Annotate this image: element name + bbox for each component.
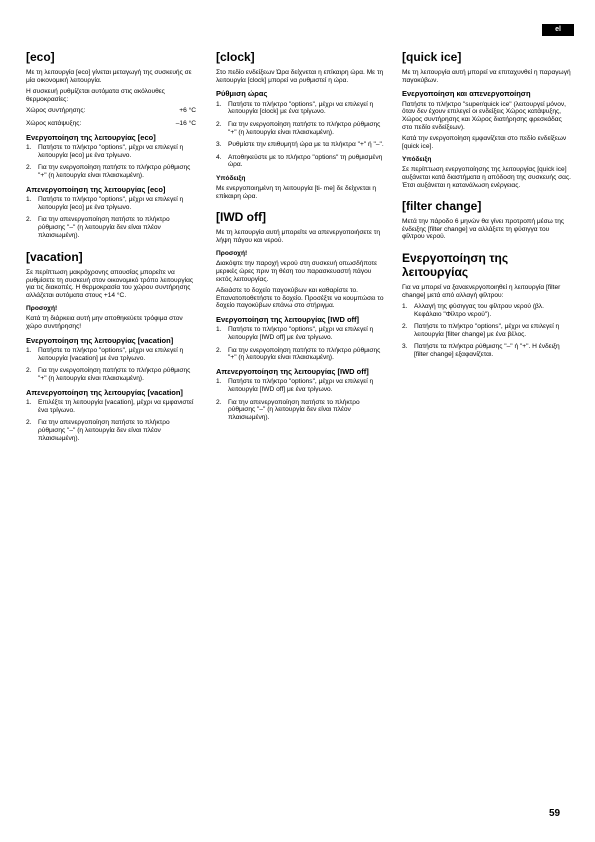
step-text: Πατήστε το πλήκτρο "options", μέχρι να επιλεγεί η λειτουργία [IWD off] με ένα τρίγωνο. (228, 378, 374, 394)
enable-intro: Για να μπορεί να ξαναενεργοποιηθεί η λειτουργία [filter change] μετά από αλλαγή φίλτρου: (402, 283, 561, 299)
eco-heading: [eco] (26, 50, 55, 64)
step-text: Αλλαγή της φύσιγγας του φίλτρου νερού (βλ. Κεφάλαιο "Φίλτρο νερού"). (414, 303, 544, 318)
step-text: Για την ενεργοποίηση πατήστε το πλήκτρο ρύθμισης "+" (η λειτουργία είναι πλαισιωμένη). (228, 120, 381, 136)
temp-value: –16 °C (175, 119, 196, 127)
iwd-on-steps (216, 326, 386, 361)
iwd-intro: Με τη λειτουργία αυτή μπορείτε να απενεργοποιήσετε τη λήψη πάγου και νερού. (216, 229, 380, 244)
step-item: 2. Για την απενεργοποίηση πατήστε το πλήκτρο ρύθμισης "–" (η λειτουργία δεν είναι πλέον πλαισιωμένη). (216, 398, 360, 421)
step-item: 2. Για την ενεργοποίηση πατήστε το πλήκτρο ρύθμισης "+" (η λειτουργία είναι πλαισιωμένη). (26, 164, 191, 179)
temp-row-fridge (26, 107, 196, 115)
step-text: Πατήστε το πλήκτρο "options", μέχρι να επιλεγεί η λειτουργία [IWD off] με ένα τρίγωνο. (228, 326, 374, 342)
language-tab: el (542, 24, 574, 36)
quickice-note-text: Σε περίπτωση ενεργοποίησης της λειτουργίας [quick ice] αυξάνεται κατά διαστήματα η απόδοση της συσκευής σας. Έτσι αυξάνεται η κατανάλωση ενέργειας. (402, 166, 571, 189)
step-item: 2. Για την ενεργοποίηση πατήστε το πλήκτρο ρύθμισης "+" (η λειτουργία είναι πλαισιωμένη). (26, 367, 191, 383)
step-item: 1. Πατήστε το πλήκτρο "options", μέχρι να επιλεγεί η λειτουργία [eco] με ένα τρίγωνο. (26, 196, 184, 211)
step-text: Για την απενεργοποίηση πατήστε το πλήκτρο ρύθμισης "–" (η λειτουργία δεν είναι πλέον πλαισιωμένη). (228, 398, 360, 421)
iwd-heading: [IWD off] (216, 210, 266, 225)
iwd-caution-heading: Προσοχή! (216, 250, 248, 258)
step-item: 1. Πατήστε το πλήκτρο "options", μέχρι να επιλεγεί η λειτουργία [eco] με ένα τρίγωνο. (26, 144, 184, 159)
step-text: Πατήστε τα πλήκτρα ρύθμισης "–" ή "+". Η ένδειξη [filter change] εξαφανίζεται. (414, 343, 560, 359)
step-text: Για την απενεργοποίηση πατήστε το πλήκτρο ρύθμισης "–" (η λειτουργία δεν είναι πλέον πλαισιωμένη). (38, 419, 170, 442)
eco-off-heading: Απενεργοποίηση της λειτουργίας [eco] (26, 184, 166, 194)
column-2 (216, 50, 386, 426)
step-text: Για την ενεργοποίηση πατήστε το πλήκτρο ρύθμισης "+" (η λειτουργία είναι πλαισιωμένη). (228, 346, 381, 362)
step-text: Πατήστε το πλήκτρο "options", μέχρι να επιλεγεί η λειτουργία [vacation] με ένα τρίγωνο. (38, 347, 184, 362)
step-item: 1. Πατήστε το πλήκτρο "options", μέχρι να επιλεγεί η λειτουργία [vacation] με ένα τρίγωνο. (26, 347, 184, 362)
step-item: 2. Για την απενεργοποίηση πατήστε το πλήκτρο ρύθμισης "–" (η λειτουργία δεν είναι πλέον πλαισιωμένη). (26, 216, 170, 239)
step-text: Πατήστε το πλήκτρο "options", μέχρι να επιλεγεί η λειτουργία [eco] με ένα τρίγωνο. (38, 196, 184, 211)
temp-row-freezer (26, 120, 196, 128)
step-item: 2. Για την ενεργοποίηση πατήστε το πλήκτρο ρύθμισης "+" (η λειτουργία είναι πλαισιωμένη). (216, 346, 381, 362)
step-text: Πατήστε το πλήκτρο "options", μέχρι να επιλεγεί η λειτουργία [filter change] με ένα βέλος. (414, 323, 560, 338)
quickice-intro: Με τη λειτουργία αυτή μπορεί να επιταχυνθεί η παραγωγή παγοκύβων. (402, 69, 571, 84)
step-text: Για την ενεργοποίηση πατήστε το πλήκτρο ρύθμισης "+" (η λειτουργία είναι πλαισιωμένη). (38, 367, 191, 383)
vacation-on-heading: Ενεργοποίηση της λειτουργίας [vacation] (26, 335, 174, 345)
eco-off-steps (26, 196, 196, 239)
page-number: 59 (549, 808, 561, 819)
step-item: 1. Πατήστε το πλήκτρο "options", μέχρι να επιλεγεί η λειτουργία [IWD off] με ένα τρίγωνο. (216, 326, 374, 342)
vacation-off-heading: Απενεργοποίηση της λειτουργίας [vacation] (26, 387, 183, 397)
quickice-display-text: Κατά την ενεργοποίηση εμφανίζεται στο πεδίο ενδείξεων [quick ice]. (402, 135, 567, 150)
step-item: 2. Για την ενεργοποίηση πατήστε το πλήκτρο ρύθμισης "+" (η λειτουργία είναι πλαισιωμένη). (216, 120, 381, 136)
column-3 (402, 50, 572, 364)
vacation-heading: [vacation] (26, 250, 83, 265)
eco-temps-intro: Η συσκευή ρυθμίζεται αυτόματα στις ακόλουθες θερμοκρασίες: (26, 88, 165, 103)
step-text: Για την ενεργοποίηση πατήστε το πλήκτρο ρύθμισης "+" (η λειτουργία είναι πλαισιωμένη). (38, 164, 191, 179)
clock-note-heading: Υπόδειξη (216, 174, 246, 182)
vacation-caution-text: Κατά τη διάρκεια αυτή μην αποθηκεύετε τρόφιμα στον χώρο συντήρησης! (26, 315, 183, 331)
vacation-intro: Σε περίπτωση μακρόχρονης απουσίας μπορείτε να ρυθμίσετε τη συσκευή στον οικονομικό τρόπο λειτουργίας για τις διακοπές. Η θερμοκρασία του χώρου συντήρησης αλλάζεται αυτόματα στους +14 °C. (26, 269, 194, 299)
vacation-caution-heading: Προσοχή! (26, 305, 58, 313)
enable-heading: Ενεργοποίηση της λειτουργίας (402, 250, 509, 279)
eco-intro: Με τη λειτουργία [eco] γίνεται μεταγωγή της συσκευής σε μία οικονομική λειτουργία. (26, 69, 192, 84)
clock-intro: Στο πεδίο ενδείξεων Ώρα δείχνεται η επίκαιρη ώρα. Με τη λειτουργία [clock] μπορεί να ρυθμιστεί η ώρα. (216, 69, 384, 84)
quickice-heading: [quick ice] (402, 50, 462, 64)
clock-steps (216, 101, 386, 169)
step-text: Ρυθμίστε την επιθυμητή ώρα με τα πλήκτρα "+" ή "–". (228, 141, 384, 149)
step-item: 2. Για την απενεργοποίηση πατήστε το πλήκτρο ρύθμισης "–" (η λειτουργία δεν είναι πλέον πλαισιωμένη). (26, 419, 170, 442)
step-item: 2. Πατήστε το πλήκτρο "options", μέχρι να επιλεγεί η λειτουργία [filter change] με ένα βέλος. (402, 323, 560, 338)
step-item: 1. Πατήστε το πλήκτρο "options", μέχρι να επιλεγεί η λειτουργία [clock] με ένα τρίγωνο. (216, 100, 374, 116)
step-text: Για την απενεργοποίηση πατήστε το πλήκτρο ρύθμισης "–" (η λειτουργία δεν είναι πλέον πλαισιωμένη). (38, 216, 170, 239)
vacation-off-steps (26, 399, 196, 442)
temp-value: +6 °C (179, 107, 196, 115)
clock-heading: [clock] (216, 50, 255, 64)
step-text: Επιλέξτε τη λειτουργία [vacation], μέχρι να εμφανιστεί ένα τρίγωνο. (38, 399, 194, 414)
enable-steps (402, 303, 572, 359)
iwd-off-heading: Απενεργοποίηση της λειτουργίας [IWD off] (216, 366, 369, 376)
quickice-toggle-text: Πατήστε το πλήκτρο "super/quick ice" (λειτουργεί μόνον, όταν δεν έχουν επιλεγεί οι ενδείξεις Χώρος κατάψυξης, Χώρος συντήρησης και Χώρος διατήρησης φρεσκάδας στο πεδίο ενδείξεων). (402, 100, 566, 131)
iwd-off-steps (216, 378, 386, 421)
temp-label: Χώρος κατάψυξης: (26, 119, 82, 127)
filter-intro: Μετά την πάροδο 6 μηνών θα γίνει προτροπή μέσω της ένδειξης [filter change] να αλλάξετε τη φύσιγγα του φίλτρου νερού. (402, 218, 565, 241)
step-text: Πατήστε το πλήκτρο "options", μέχρι να επιλεγεί η λειτουργία [clock] με ένα τρίγωνο. (228, 100, 374, 116)
clock-note-text: Με ενεργοποιημένη τη λειτουργία [ti- me] δε δείχνεται η επίκαιρη ώρα. (216, 184, 377, 200)
temp-label: Χώρος συντήρησης: (26, 107, 86, 115)
step-item: 1. Επιλέξτε τη λειτουργία [vacation], μέχρι να εμφανιστεί ένα τρίγωνο. (26, 399, 194, 414)
step-item: 1. Πατήστε το πλήκτρο "options", μέχρι να επιλεγεί η λειτουργία [IWD off] με ένα τρίγωνο. (216, 378, 374, 394)
step-item: 3. Πατήστε τα πλήκτρα ρύθμισης "–" ή "+". Η ένδειξη [filter change] εξαφανίζεται. (402, 343, 560, 359)
filter-heading: [filter change] (402, 199, 482, 214)
iwd-caution-text: Διακόψτε την παροχή νερού στη συσκευή οπωσδήποτε μερικές ώρες πριν τη θέση του παρασκευαστή πάγου εκτός λειτουργίας. (216, 260, 378, 283)
step-item: 3. Ρυθμίστε την επιθυμητή ώρα με τα πλήκτρα "+" ή "–". (216, 141, 384, 149)
iwd-clean-text: Αδειάστε το δοχείο παγοκύβων και καθαρίστε το. Επανατοποθετήστε το δοχείο. Προσέξτε να κουμπώσει το δοχείο παγοκύβων επάνω στο στήριγμα. (216, 287, 384, 310)
eco-on-heading: Ενεργοποίηση της λειτουργίας [eco] (26, 132, 156, 142)
vacation-on-steps (26, 347, 196, 382)
quickice-toggle-heading: Ενεργοποίηση και απενεργοποίηση (402, 89, 531, 99)
step-text: Αποθηκεύστε με το πλήκτρο "options" τη ρυθμισμένη ώρα. (228, 153, 383, 169)
clock-set-heading: Ρύθμιση ώρας (216, 89, 268, 99)
eco-on-steps (26, 144, 196, 179)
iwd-on-heading: Ενεργοποίηση της λειτουργίας [IWD off] (216, 314, 360, 324)
step-item: 4. Αποθηκεύστε με το πλήκτρο "options" τη ρυθμισμένη ώρα. (216, 153, 383, 169)
column-1 (26, 50, 196, 447)
step-text: Πατήστε το πλήκτρο "options", μέχρι να επιλεγεί η λειτουργία [eco] με ένα τρίγωνο. (38, 144, 184, 159)
step-item: 1. Αλλαγή της φύσιγγας του φίλτρου νερού (βλ. Κεφάλαιο "Φίλτρο νερού"). (402, 303, 544, 318)
quickice-note-heading: Υπόδειξη (402, 156, 432, 164)
